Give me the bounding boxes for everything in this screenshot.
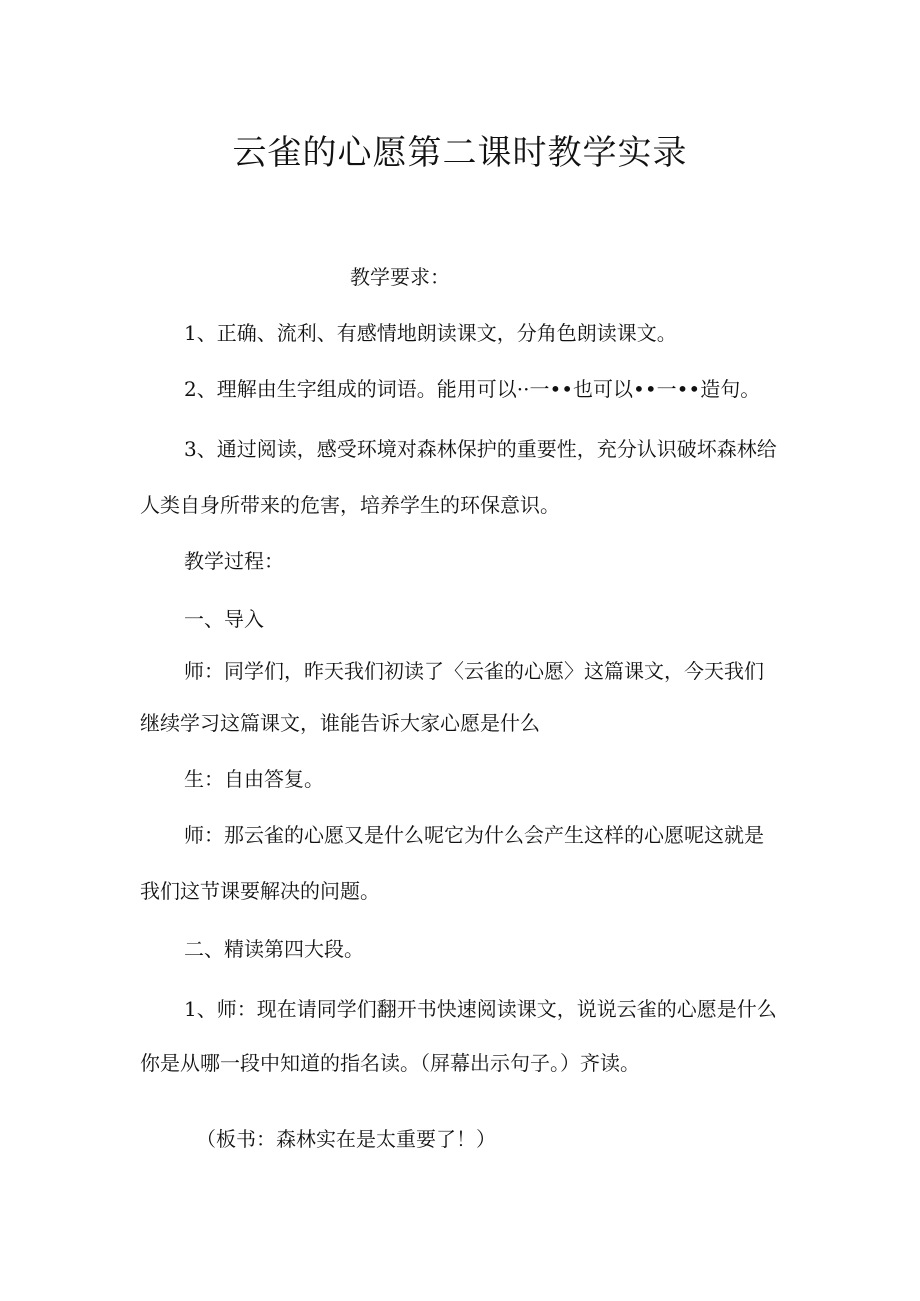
document-title: 云雀的心愿第二课时教学实录 — [232, 133, 688, 173]
teacher-line-3-b: 你是从哪一段中知道的指名读。（屏幕出示句子。）齐读。 — [140, 1051, 640, 1075]
teacher-line-2-a: 师：那云雀的心愿又是什么呢它为什么会产生这样的心愿呢这就是 — [184, 823, 764, 847]
student-line-1: 生：自由答复。 — [184, 767, 324, 791]
teacher-line-2-b: 我们这节课要解决的问题。 — [140, 879, 380, 903]
part-heading-close-reading: 二、精读第四大段。 — [184, 937, 364, 961]
requirement-item-3-line-1: 3、通过阅读，感受环境对森林保护的重要性，充分认识破坏森林给 — [184, 437, 777, 461]
blackboard-note: （板书：森林实在是太重要了！） — [196, 1127, 496, 1151]
requirement-item-2: 2、理解由生字组成的词语。能用可以··一••也可以••一••造句。 — [184, 377, 761, 401]
teacher-line-1-a: 师：同学们，昨天我们初读了〈云雀的心愿〉这篇课文，今天我们 — [184, 659, 764, 683]
requirement-item-3-line-2: 人类自身所带来的危害，培养学生的环保意识。 — [140, 493, 560, 517]
requirement-item-1: 1、正确、流利、有感情地朗读课文，分角色朗读课文。 — [184, 321, 677, 345]
teacher-line-1-b: 继续学习这篇课文，谁能告诉大家心愿是什么 — [140, 711, 540, 735]
section-heading-teaching-process: 教学过程： — [184, 549, 284, 573]
teacher-line-3-a: 1、师：现在请同学们翻开书快速阅读课文，说说云雀的心愿是什么 — [184, 997, 777, 1021]
section-heading-teaching-requirements: 教学要求： — [350, 265, 450, 289]
part-heading-introduction: 一、导入 — [184, 607, 264, 631]
